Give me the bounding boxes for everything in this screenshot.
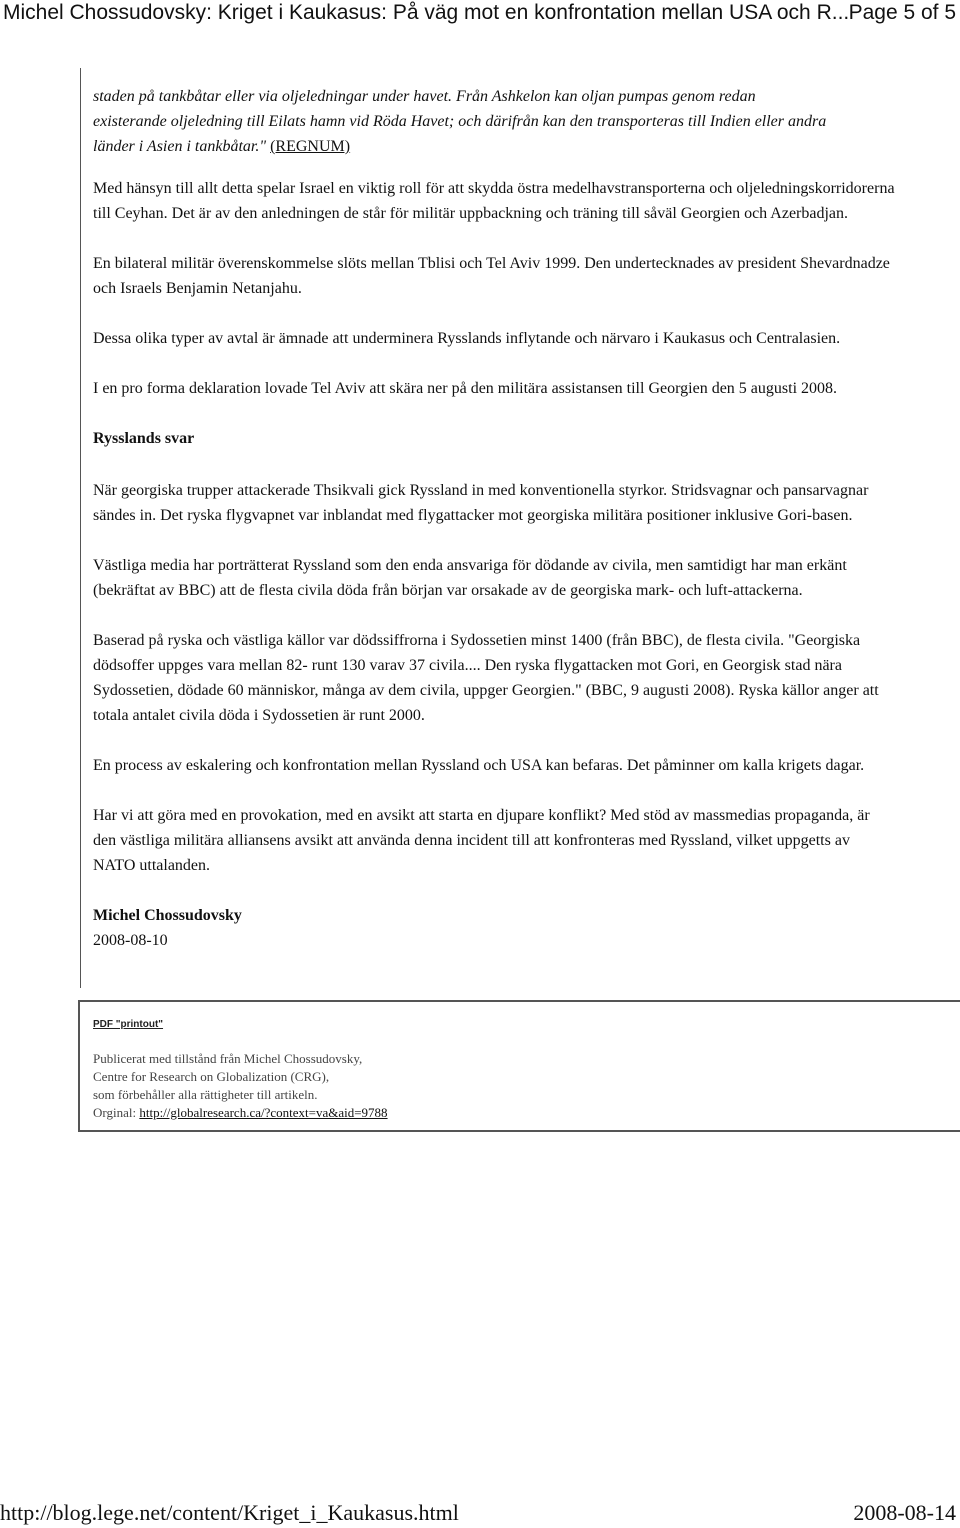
quote-text: länder i Asien i tankbåtar." <box>93 138 267 155</box>
article-body <box>80 68 960 988</box>
print-header <box>0 0 960 30</box>
paragraph-line: Har vi att göra med en provokation, med en avsikt att starta en djupare konflikt? Med stöd av massmedias propaganda, är <box>93 807 870 824</box>
author-name: Michel Chossudovsky <box>93 907 242 924</box>
credit-line: Publicerat med tillstånd från Michel Chossudovsky, <box>93 1051 363 1066</box>
paragraph-line: Baserad på ryska och västliga källor var dödssiffrorna i Sydossetien minst 1400 (från BBC), de flesta civila. "Georgiska <box>93 632 861 649</box>
paragraph: I en pro forma deklaration lovade Tel Aviv att skära ner på den militära assistansen till Georgien den 5 augusti 2008. <box>93 380 838 397</box>
credit-line: som förbehåller alla rättigheter till artikeln. <box>93 1087 318 1102</box>
credits-text <box>93 1050 388 1122</box>
quote-line: existerande oljeledning till Eilats hamn vid Röda Havet; och därifrån kan den transporteras till Indien eller andra <box>93 113 827 130</box>
paragraph-line: (bekräftat av BBC) att de flesta civila döda från början var orsakade av de georgiska mark- och luft-attackerna. <box>93 582 803 599</box>
original-url-link[interactable]: http://globalresearch.ca/?context=va&aid=9788 <box>139 1105 388 1120</box>
quote-line: staden på tankbåtar eller via oljeledningar under havet. Från Ashkelon kan oljan pumpas genom redan <box>93 88 756 105</box>
section-heading: Rysslands svar <box>93 430 195 447</box>
original-line <box>93 1104 388 1122</box>
paragraph-line: Med hänsyn till allt detta spelar Israel en viktig roll för att skydda östra medelhavstransporterna och oljeledningskorridorerna <box>93 180 895 197</box>
regnum-link[interactable]: (REGNUM) <box>270 138 351 155</box>
paragraph-line: dödsoffer uppges vara mellan 82- runt 130 varav 37 civila.... Den ryska flygattacken mot Gori, en Georgisk stad nära <box>93 657 842 674</box>
paragraph-line: När georgiska trupper attackerade Thsikvali gick Ryssland in med konventionella styrkor. Stridsvagnar och pansarvagnar <box>93 482 869 499</box>
print-footer-url: http://blog.lege.net/content/Kriget_i_Kaukasus.html <box>0 1500 459 1525</box>
page-number: Page 5 of 5 <box>848 1 956 24</box>
paragraph: En process av eskalering och konfrontation mellan Ryssland och USA kan befaras. Det påminner om kalla krigets dagar. <box>93 757 865 774</box>
paragraph-line: totala antalet civila döda i Sydossetien är runt 2000. <box>93 707 425 724</box>
article-date: 2008-08-10 <box>93 932 168 949</box>
paragraph-line: En bilateral militär överenskommelse slöts mellan Tblisi och Tel Aviv 1999. Den undertecknades av president Shevardnadze <box>93 255 890 272</box>
quote-line-last <box>93 134 960 159</box>
paragraph-line: till Ceyhan. Det är av den anledningen de står för militär uppbackning och träning till såväl Georgien och Azerbadjan. <box>93 205 849 222</box>
paragraph-line: NATO uttalanden. <box>93 857 211 874</box>
page-title: Michel Chossudovsky: Kriget i Kaukasus: På väg mot en konfrontation mellan USA och R... <box>3 1 850 24</box>
pdf-printout-link[interactable]: PDF "printout" <box>93 1019 164 1030</box>
credits-box <box>78 1000 960 1132</box>
paragraph-line: Västliga media har porträtterat Ryssland som den enda ansvariga för dödande av civila, men samtidigt har man erkänt <box>93 557 847 574</box>
paragraph-line: den västliga militära alliansens avsikt att använda denna incident till att konfronteras med Ryssland, vilket uppgetts av <box>93 832 850 849</box>
original-label: Orginal: <box>93 1105 140 1120</box>
credit-line: Centre for Research on Globalization (CRG), <box>93 1069 330 1084</box>
print-footer-date: 2008-08-14 <box>853 1500 956 1525</box>
paragraph: Dessa olika typer av avtal är ämnade att underminera Rysslands inflytande och närvaro i Kaukasus och Centralasien. <box>93 330 841 347</box>
paragraph-line: Sydossetien, dödade 60 människor, många av dem civila, uppger Georgien." (BBC, 9 augusti 2008). Ryska källor anger att <box>93 682 879 699</box>
paragraph-line: och Israels Benjamin Netanjahu. <box>93 280 302 297</box>
paragraph-line: sändes in. Det ryska flygvapnet var inblandat med flygattacker mot georgiska militära positioner inklusive Gori-basen. <box>93 507 853 524</box>
